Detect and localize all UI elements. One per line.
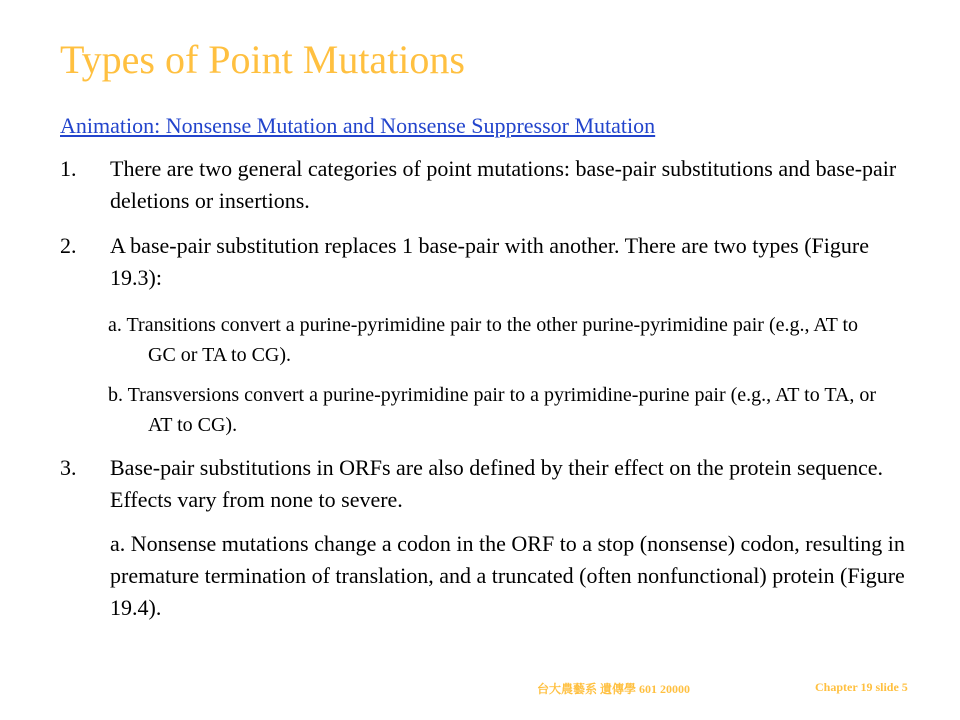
list-text: A base-pair substitution replaces 1 base-pair with another. There are two types (Figure 19.3): bbox=[110, 233, 869, 290]
sub-item-transitions: a. Transitions convert a purine-pyrimidine pair to the other purine-pyrimidine pair (e.g., AT to GC or TA to CG). bbox=[108, 314, 859, 366]
list-number: 2. bbox=[60, 233, 77, 258]
footer-slide-number: Chapter 19 slide 5 bbox=[815, 680, 908, 694]
slide-title: Types of Point Mutations bbox=[60, 37, 465, 82]
list-text: Base-pair substitutions in ORFs are also defined by their effect on the protein sequence. Effects vary from none to severe. bbox=[110, 455, 884, 512]
list-text: There are two general categories of point mutations: base-pair substitutions and base-pair deletions or insertions. bbox=[110, 156, 897, 213]
list-number: 3. bbox=[60, 455, 77, 480]
footer-course: 台大農藝系 遺傳學 601 20000 bbox=[537, 682, 691, 696]
nonsense-paragraph: a. Nonsense mutations change a codon in the ORF to a stop (nonsense) codon, resulting in premature termination of translation, and a truncated (often nonfunctional) protein (Figure 19.4). bbox=[110, 531, 905, 620]
animation-link[interactable]: Animation: Nonsense Mutation and Nonsense Suppressor Mutation bbox=[60, 113, 656, 138]
sub-item-transversions: b. Transversions convert a purine-pyrimidine pair to a pyrimidine-purine pair (e.g., AT to TA, or AT to CG). bbox=[108, 384, 877, 436]
list-number: 1. bbox=[60, 156, 77, 181]
